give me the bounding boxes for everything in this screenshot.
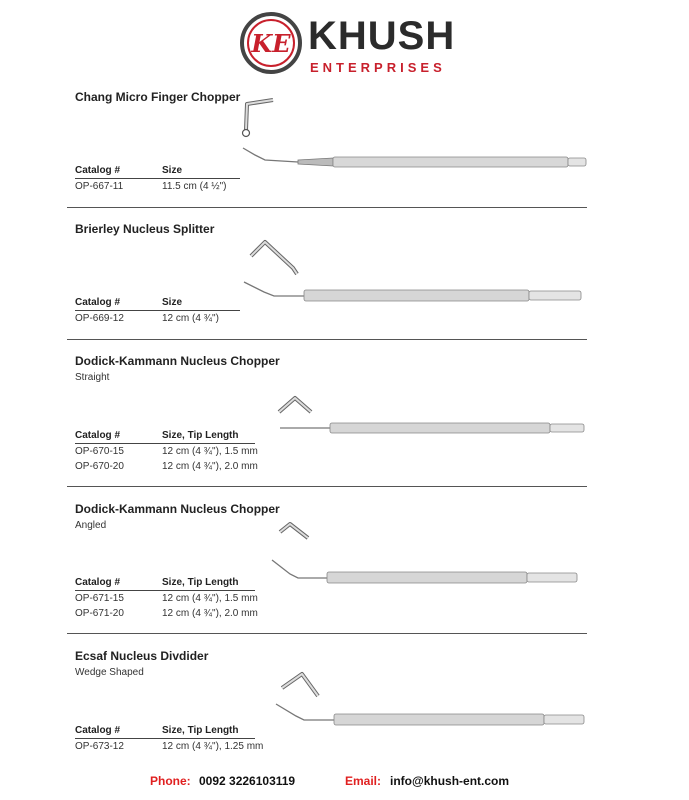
size-value: 11.5 cm (4 ½"): [162, 181, 227, 192]
table-header-rule: [75, 443, 255, 444]
catalog-number: OP-671-20: [75, 608, 124, 619]
catalog-number: OP-673-12: [75, 741, 124, 752]
monogram: KE: [247, 19, 295, 67]
tip-detail-illustration: [245, 238, 305, 283]
instrument-illustration: [280, 418, 590, 438]
size-value: 12 cm (4 ¾"), 2.0 mm: [162, 461, 258, 472]
table-header-rule: [75, 738, 255, 739]
instrument-illustration: [272, 556, 582, 588]
product-title: Chang Micro Finger Chopper: [75, 90, 241, 104]
email-label: Email:: [345, 774, 382, 788]
size-header: Size: [162, 297, 183, 308]
brand-name: KHUSH: [308, 14, 456, 58]
size-value: 12 cm (4 ¾"), 1.25 mm: [162, 741, 264, 752]
catalog-number: OP-670-15: [75, 446, 124, 457]
catalog-number: OP-670-20: [75, 461, 124, 472]
size-value: 12 cm (4 ¾"), 2.0 mm: [162, 608, 258, 619]
product-title: Dodick-Kammann Nucleus Chopper: [75, 354, 280, 368]
catalog-number: OP-667-11: [75, 181, 124, 192]
product-subtitle: Angled: [75, 520, 107, 531]
size-header: Size: [162, 165, 183, 176]
instrument-illustration: [244, 278, 589, 310]
product-subtitle: Wedge Shaped: [75, 667, 144, 678]
catalog-header: Catalog #: [75, 577, 121, 588]
table-header-rule: [75, 310, 240, 311]
catalog-number: OP-671-15: [75, 593, 124, 604]
catalog-header: Catalog #: [75, 430, 121, 441]
size-tip-header: Size, Tip Length: [162, 725, 239, 736]
product-title: Dodick-Kammann Nucleus Chopper: [75, 502, 280, 516]
size-value: 12 cm (4 ¾"): [162, 313, 219, 324]
product-title: Ecsaf Nucleus Divdider: [75, 649, 209, 663]
table-header-rule: [75, 590, 255, 591]
instrument-illustration: [276, 700, 588, 732]
brand-tagline: ENTERPRISES: [310, 60, 446, 75]
catalog-header: Catalog #: [75, 297, 121, 308]
section-divider: [67, 207, 587, 208]
section-divider: [67, 633, 587, 634]
size-value: 12 cm (4 ¾"), 1.5 mm: [162, 593, 258, 604]
catalog-header: Catalog #: [75, 165, 121, 176]
phone-number: 0092 3226103119: [199, 774, 296, 788]
size-tip-header: Size, Tip Length: [162, 430, 239, 441]
instrument-illustration: [243, 144, 588, 174]
section-divider: [67, 339, 587, 340]
tip-detail-illustration: [278, 668, 328, 704]
monogram-badge: [240, 12, 302, 74]
phone-label: Phone:: [150, 774, 191, 788]
catalog-number: OP-669-12: [75, 313, 124, 324]
email-address[interactable]: info@khush-ent.com: [390, 774, 510, 788]
brand-logo: [240, 10, 460, 80]
tip-detail-illustration: [235, 92, 285, 142]
product-subtitle: Straight: [75, 372, 110, 383]
size-value: 12 cm (4 ¾"), 1.5 mm: [162, 446, 258, 457]
section-divider: [67, 486, 587, 487]
table-header-rule: [75, 178, 240, 179]
product-title: Brierley Nucleus Splitter: [75, 222, 215, 236]
tip-detail-illustration: [276, 520, 321, 550]
size-tip-header: Size, Tip Length: [162, 577, 239, 588]
catalog-header: Catalog #: [75, 725, 121, 736]
